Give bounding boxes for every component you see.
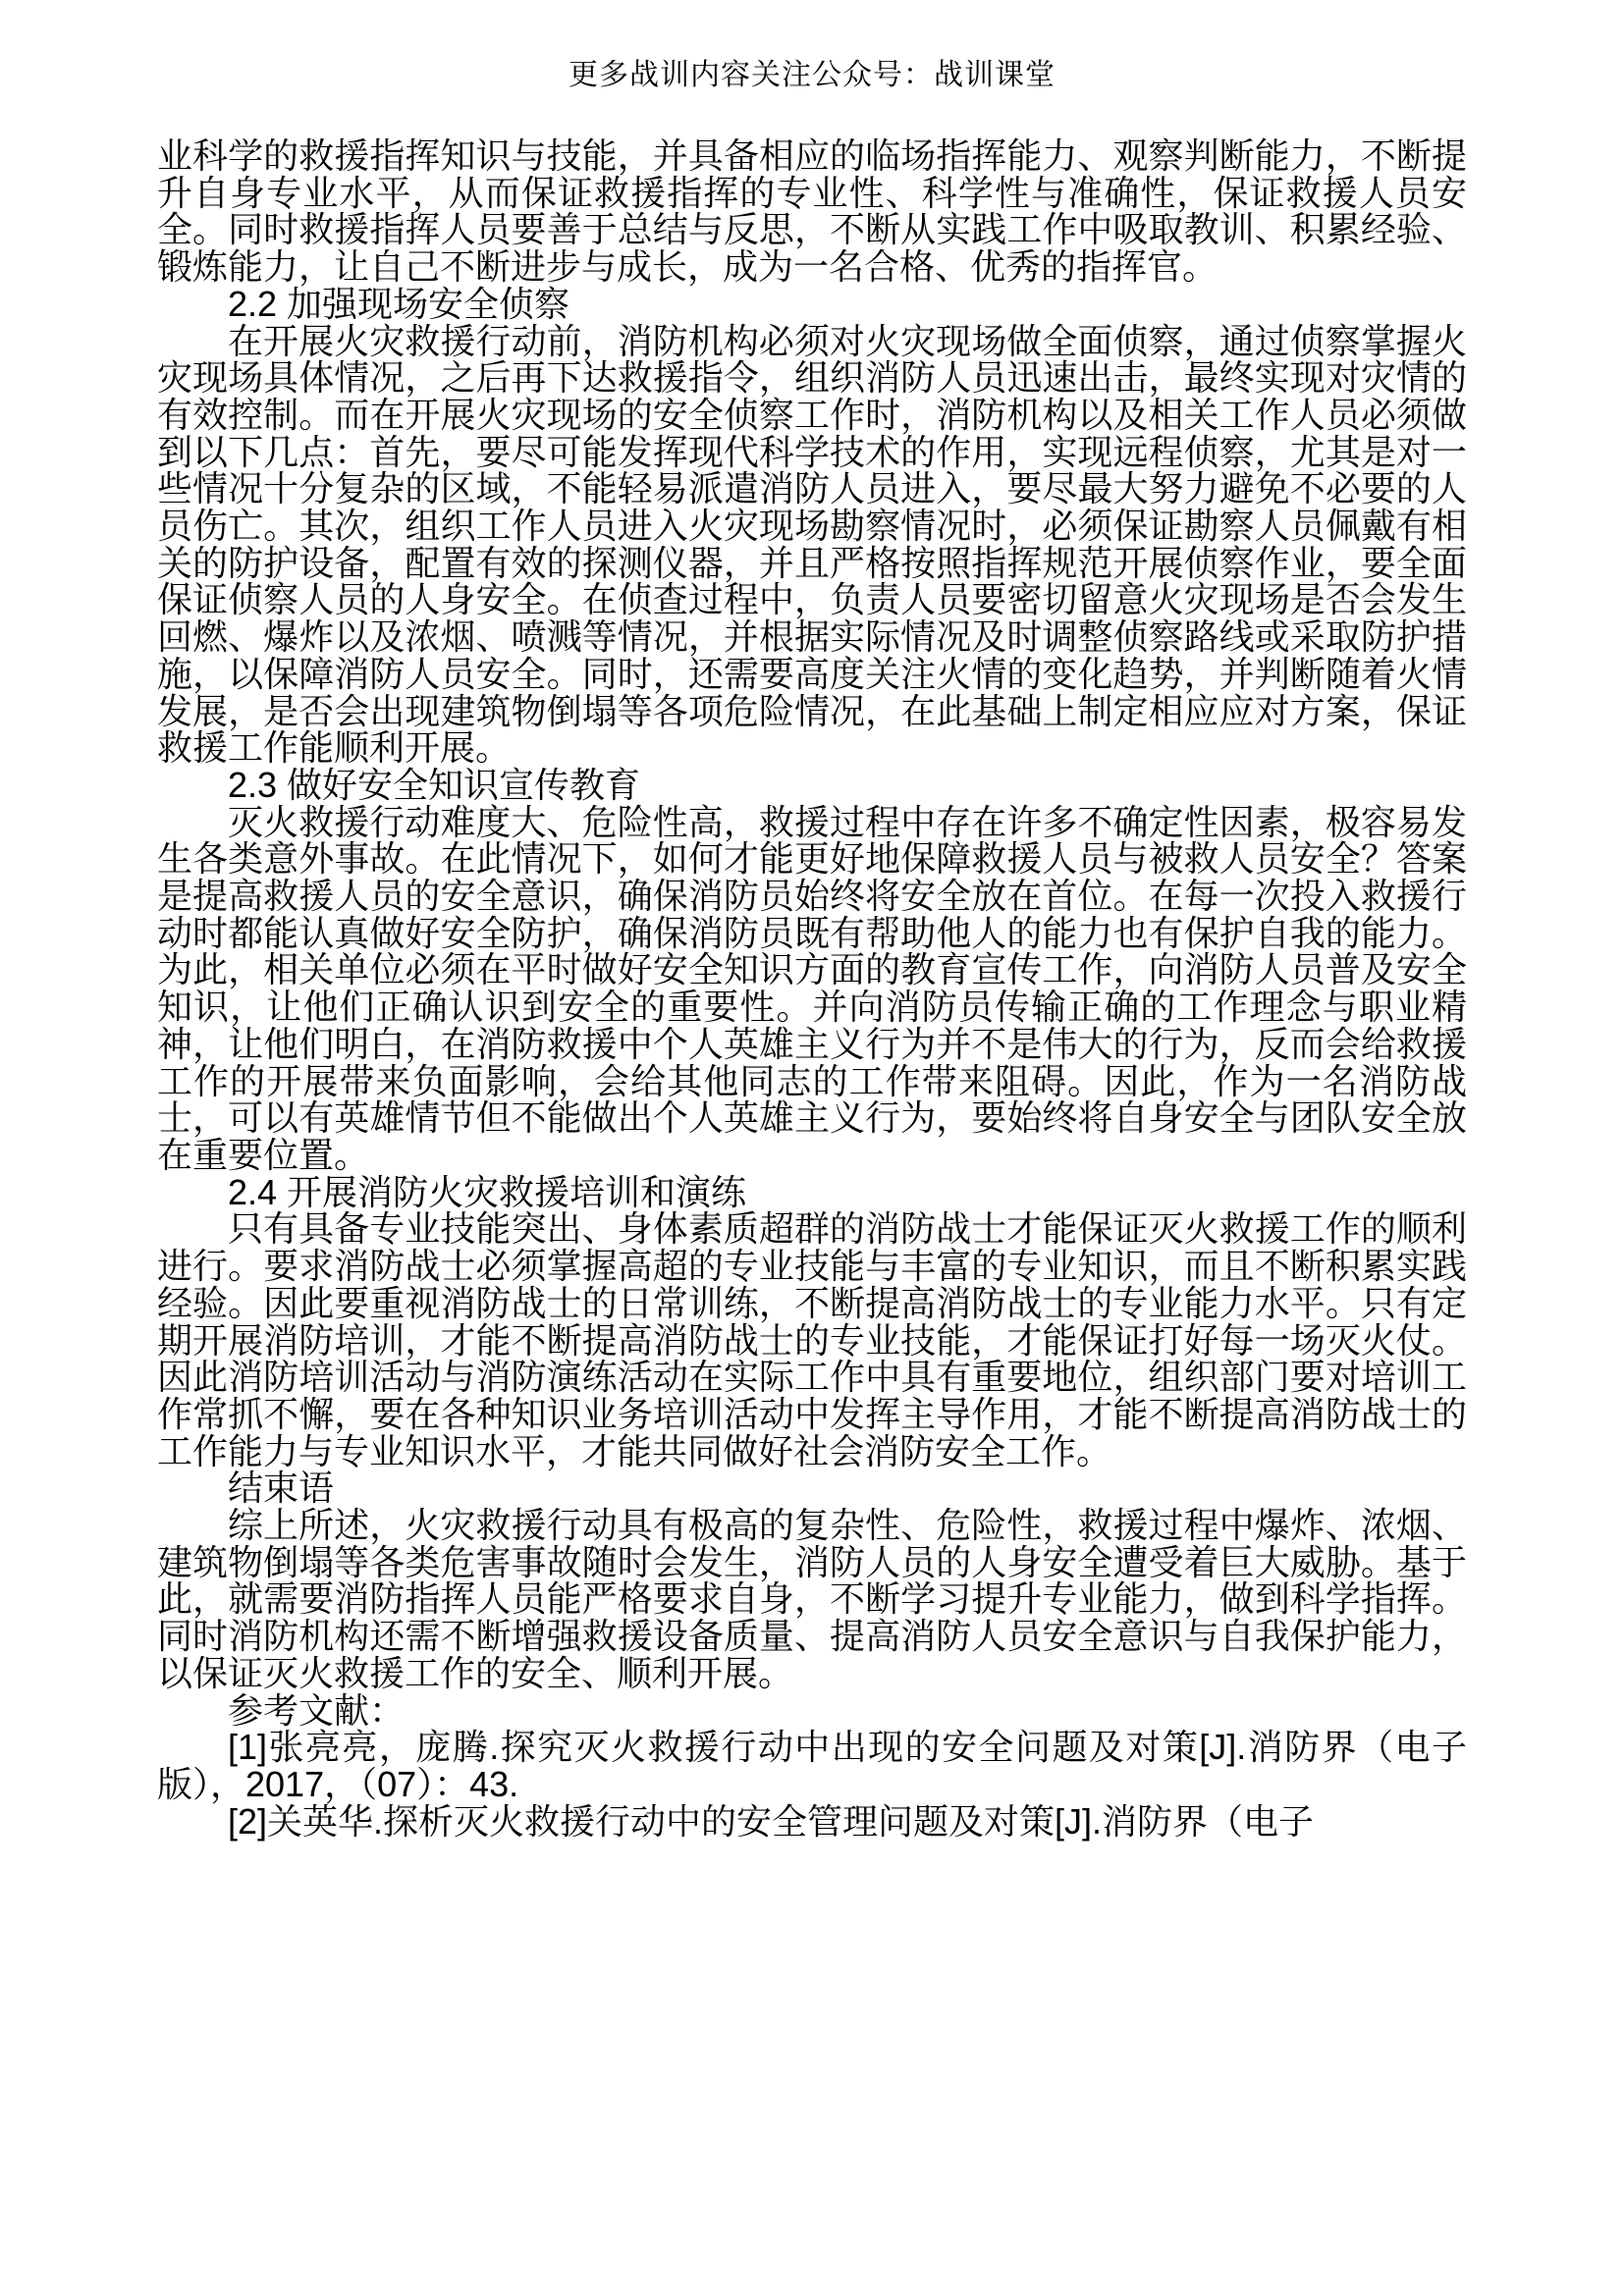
paragraph: 灭火救援行动难度大、危险性高，救援过程中存在许多不确定性因素，极容易发生各类意外事故。在此情况下，如何才能更好地保障救援人员与被救人员安全？答案是提高救援人员的安全意识，确保消防员始终将安全放在首位。在每一次投入救援行动时都能认真做好安全防护，确保消防员既有帮助他人的能力也有保护自我的能力。为此，相关单位必须在平时做好安全知识方面的教育宣传工作，向消防人员普及安全知识，让他们正确认识到安全的重要性。并向消防员传输正确的工作理念与职业精神，让他们明白，在消防救援中个人英雄主义行为并不是伟大的行为，反而会给救援工作的开展带来负面影响，会给其他同志的工作带来阻碍。因此，作为一名消防战士，可以有英雄情节但不能做出个人英雄主义行为，要始终将自身安全与团队安全放在重要位置。: [157, 801, 1467, 1175]
section-heading: 2.4 开展消防火灾救援培训和演练: [228, 1171, 747, 1212]
section-heading: 结束语: [228, 1468, 335, 1509]
paragraph: 在开展火灾救援行动前，消防机构必须对火灾现场做全面侦察，通过侦察掌握火灾现场具体情况，之后再下达救援指令，组织消防人员迅速出击，最终实现对灾情的有效控制。而在开展火灾现场的安全侦察工作时，消防机构以及相关工作人员必须做到以下几点：首先，要尽可能发挥现代科学技术的作用，实现远程侦察，尤其是对一些情况十分复杂的区域，不能轻易派遣消防人员进入，要尽最大努力避免不必要的人员伤亡。其次，组织工作人员进入火灾现场勘察情况时，必须保证勘察人员佩戴有相关的防护设备，配置有效的探测仪器，并且严格按照指挥规范开展侦察作业，要全面保证侦察人员的人身安全。在侦查过程中，负责人员要密切留意火灾现场是否会发生回燃、爆炸以及浓烟、喷溅等情况，并根据实际情况及时调整侦察路线或采取防护措施，以保障消防人员安全。同时，还需要高度关注火情的变化趋势，并判断随着火情发展，是否会出现建筑物倒塌等各项危险情况，在此基础上制定相应应对方案，保证救援工作能顺利开展。: [157, 320, 1467, 769]
section-heading: 参考文献：: [228, 1689, 406, 1731]
document-body: [157, 137, 1467, 1840]
reference-item: [2]关英华.探析灭火救援行动中的安全管理问题及对策[J].消防界（电子: [228, 1800, 1315, 1842]
paragraph: 只有具备专业技能突出、身体素质超群的消防战士才能保证灭火救援工作的顺利进行。要求消防战士必须掌握高超的专业技能与丰富的专业知识，而且不断积累实践经验。因此要重视消防战士的日常训练，不断提高消防战士的专业能力水平。只有定期开展消防培训，才能不断提高消防战士的专业技能，才能保证打好每一场灭火仗。因此消防培训活动与消防演练活动在实际工作中具有重要地位，组织部门要对培训工作常抓不懈，要在各种知识业务培训活动中发挥主导作用，才能不断提高消防战士的工作能力与专业知识水平，才能共同做好社会消防安全工作。: [157, 1208, 1467, 1471]
section-heading: 2.3 做好安全知识宣传教育: [228, 764, 641, 805]
reference-item: [1]张亮亮，庞腾.探究灭火救援行动中出现的安全问题及对策[J].消防界（电子版），2017，（07）：43.: [157, 1727, 1467, 1804]
paragraph: 综上所述，火灾救援行动具有极高的复杂性、危险性，救援过程中爆炸、浓烟、建筑物倒塌等各类危害事故随时会发生，消防人员的人身安全遭受着巨大威胁。基于此，就需要消防指挥人员能严格要求自身，不断学习提升专业能力，做到科学指挥。同时消防机构还需不断增强救援设备质量、提高消防人员安全意识与自我保护能力，以保证灭火救援工作的安全、顺利开展。: [157, 1505, 1467, 1693]
page-header: 更多战训内容关注公众号：战训课堂: [568, 59, 1056, 91]
section-heading: 2.2 加强现场安全侦察: [228, 283, 570, 324]
paragraph: 业科学的救援指挥知识与技能，并具备相应的临场指挥能力、观察判断能力，不断提升自身专业水平，从而保证救援指挥的专业性、科学性与准确性，保证救援人员安全。同时救援指挥人员要善于总结与反思，不断从实践工作中吸取教训、积累经验、锻炼能力，让自己不断进步与成长，成为一名合格、优秀的指挥官。: [157, 135, 1467, 288]
